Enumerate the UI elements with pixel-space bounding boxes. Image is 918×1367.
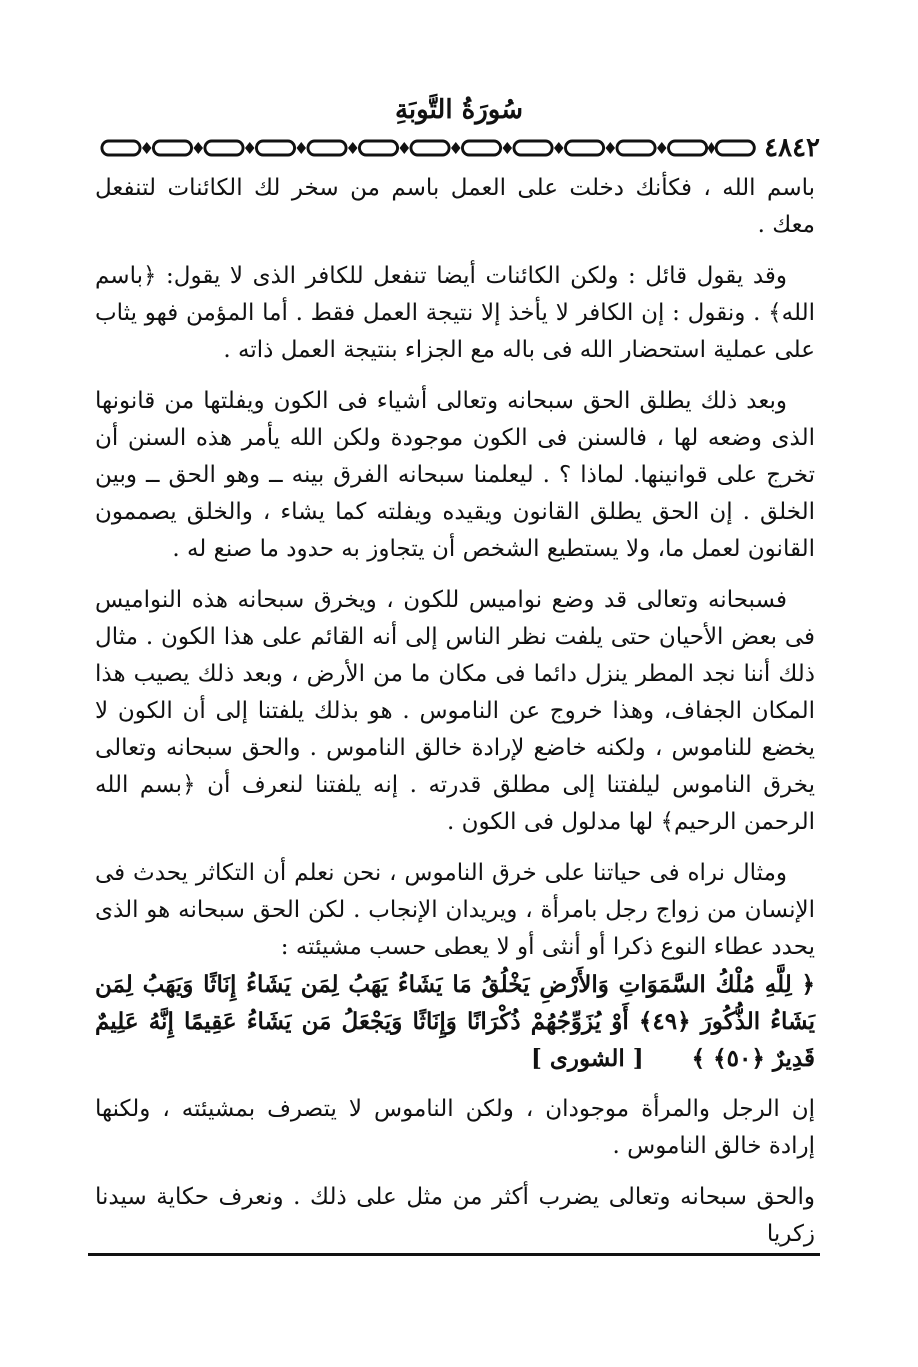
footer-rule	[88, 1253, 820, 1256]
header-ornament	[100, 133, 820, 163]
paragraph: والحق سبحانه وتعالى يضرب أكثر من مثل على ذلك . ونعرف حكاية سيدنا زكريا	[95, 1184, 815, 1247]
page-body	[95, 170, 815, 1267]
paragraph: فسبحانه وتعالى قد وضع نواميس للكون ، ويخرق سبحانه هذه النواميس فى بعض الأحيان حتى يلفت نظر الناس إلى أنه القائم على هذا الكون . مثال ذلك أننا نجد المطر ينزل دائما فى مكان ما من الأرض ، وبعد ذلك يصيب هذا المكان الجفاف، وهذا خروج عن الناموس . هو بذلك يلفتنا إلى أن الكون لا يخضع للناموس ، ولكنه خاضع لإرادة خالق الناموس . والحق سبحانه وتعالى يخرق الناموس ليلفتنا إلى مطلق قدرته . إنه يلفتنا لنعرف أن ﴿بسم الله الرحمن الرحيم﴾ لها مدلول فى الكون .	[95, 587, 815, 835]
page-number: ٤٨٤٢	[764, 133, 820, 163]
sura-title: سُورَةُ التَّوبَةِ	[394, 95, 524, 125]
paragraph: وبعد ذلك يطلق الحق سبحانه وتعالى أشياء فى الكون ويفلتها من قانونها الذى وضعه لها ، فالسنن فى الكون موجودة ولكن الله يأمر هذه السنن أن تخرج على قوانينها. لماذا ؟ . ليعلمنا سبحانه الفرق بينه ــ وهو الحق ــ وبين الخلق . إن الحق يطلق القانون ويقيده ويفلته كما يشاء ، والخلق يصممون القانون لعمل ما، ولا يستطيع الشخص أن يتجاوز به حدود ما صنع له .	[95, 388, 815, 562]
verse-reference: [ الشورى ]	[530, 1045, 644, 1072]
paragraph: وقد يقول قائل : ولكن الكائنات أيضا تنفعل للكافر الذى لا يقول: ﴿باسم الله﴾ . ونقول : إن الكافر لا يأخذ إلا نتيجة العمل فقط . أما المؤمن فهو يثاب على عملية استحضار الله فى باله مع الجزاء بنتيجة العمل ذاته .	[95, 263, 815, 363]
chain-ornament-icon	[100, 137, 758, 159]
paragraph: باسم الله ، فكأنك دخلت على العمل باسم من سخر لك الكائنات لتنفعل معك .	[95, 175, 815, 238]
verse-text: ﴿ لِلَّهِ مُلْكُ السَّمَوَاتِ وَالأَرْضِ يَخْلُقُ مَا يَشَاءُ يَهَبُ لِمَن يَشَاءُ إِنَاثًا وَيَهَبُ لِمَن يَشَاءُ الذُّكُورَ ﴿٤٩﴾ أَوْ يُزَوِّجُهُمْ ذُكْرَانًا وَإِنَاثًا وَيَجْعَلُ مَن يَشَاءُ عَقِيمًا إِنَّهُ عَلِيمٌ قَدِيرٌ ﴿٥٠﴾ ﴾	[95, 971, 815, 1072]
paragraph: ومثال نراه فى حياتنا على خرق الناموس ، نحن نعلم أن التكاثر يحدث فى الإنسان من زواج رجل بامرأة ، ويريدان الإنجاب . لكن الحق سبحانه هو الذى يحدد عطاء النوع ذكرا أو أنثى أو لا يعطى حسب مشيئته :	[95, 860, 815, 960]
quran-verse	[95, 966, 815, 1077]
paragraph: إن الرجل والمرأة موجودان ، ولكن الناموس لا يتصرف بمشيئته ، ولكنها إرادة خالق الناموس .	[95, 1096, 815, 1159]
